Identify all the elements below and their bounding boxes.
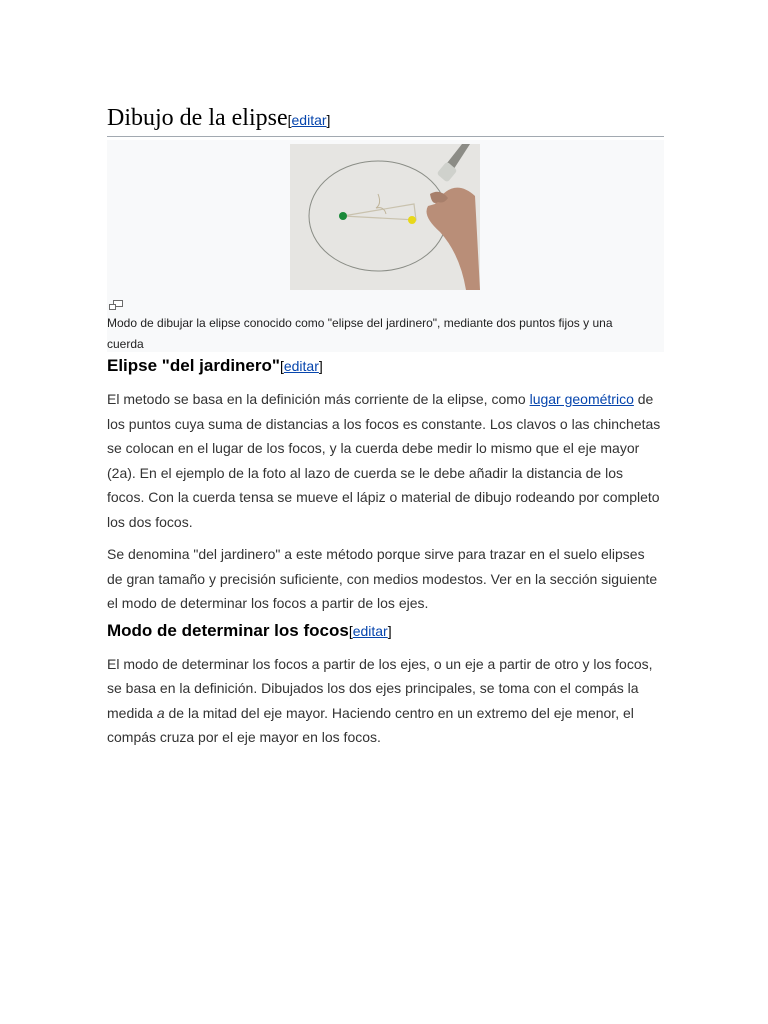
edit-link[interactable]: editar — [291, 112, 327, 128]
bracket-close: ] — [326, 112, 331, 128]
paragraph-text: El modo de determinar los focos a partir de los ejes, o un eje a partir de otro y los focos, se basa en la definición. Dibujados los dos ejes principales, se toma con el compás la medida — [107, 655, 653, 721]
section-heading-focos — [107, 620, 664, 642]
article-content — [107, 103, 664, 750]
edit-link[interactable]: editar — [352, 622, 388, 639]
paragraph: Se denomina "del jardinero" a este método porque sirve para trazar en el suelo elipses de gran tamaño y precisión suficiente, con medios modestos. Ver en la sección siguiente el modo de determinar los focos a partir de los ejes. — [107, 546, 658, 611]
edit-section-link-wrapper: [editar] — [279, 358, 323, 374]
section-title: Elipse "del jardinero" — [107, 356, 280, 375]
magnify-clip-icon[interactable] — [109, 297, 123, 307]
paragraph-text: de los puntos cuya suma de distancias a los focos es constante. Los clavos o las chinchetas se colocan en el lugar de los focos, y la cuerda debe medir lo mismo que el eje mayor (2a). En el ejemplo de la foto al lazo de cuerda se le debe añadir la distancia de los focos. Con la cuerda tensa se mueve el lápiz o material de dibujo rodeando por completo los dos focos. — [107, 391, 661, 530]
edit-section-link-wrapper — [288, 112, 331, 128]
lugar-geometrico-link[interactable]: lugar geométrico — [529, 391, 634, 407]
figure-thumbnail — [107, 140, 664, 352]
section-title: Modo de determinar los focos — [107, 620, 349, 640]
paragraph — [107, 652, 664, 750]
section-heading-dibujo — [107, 103, 664, 137]
italic-variable: a — [156, 704, 165, 721]
paragraph-text: El metodo se basa en la definición más corriente de la elipse, como — [107, 391, 530, 407]
figure-caption: Modo de dibujar la elipse conocido como "elipse del jardinero", mediante dos puntos fijos y una cuerda — [107, 316, 613, 351]
edit-section-link-wrapper: [editar] — [348, 622, 392, 639]
section-heading-jardinero — [107, 355, 664, 377]
bracket-open: [ — [287, 112, 292, 128]
paragraph — [107, 387, 664, 534]
gardener-ellipse-photo[interactable] — [290, 144, 480, 290]
section-title: Dibujo de la elipse — [107, 105, 288, 131]
paragraph-text: de la mitad del eje mayor. Haciendo centro en un extremo del eje menor, el compás cruza por el eje mayor en los focos. — [107, 704, 634, 745]
edit-link[interactable]: editar — [283, 358, 319, 374]
